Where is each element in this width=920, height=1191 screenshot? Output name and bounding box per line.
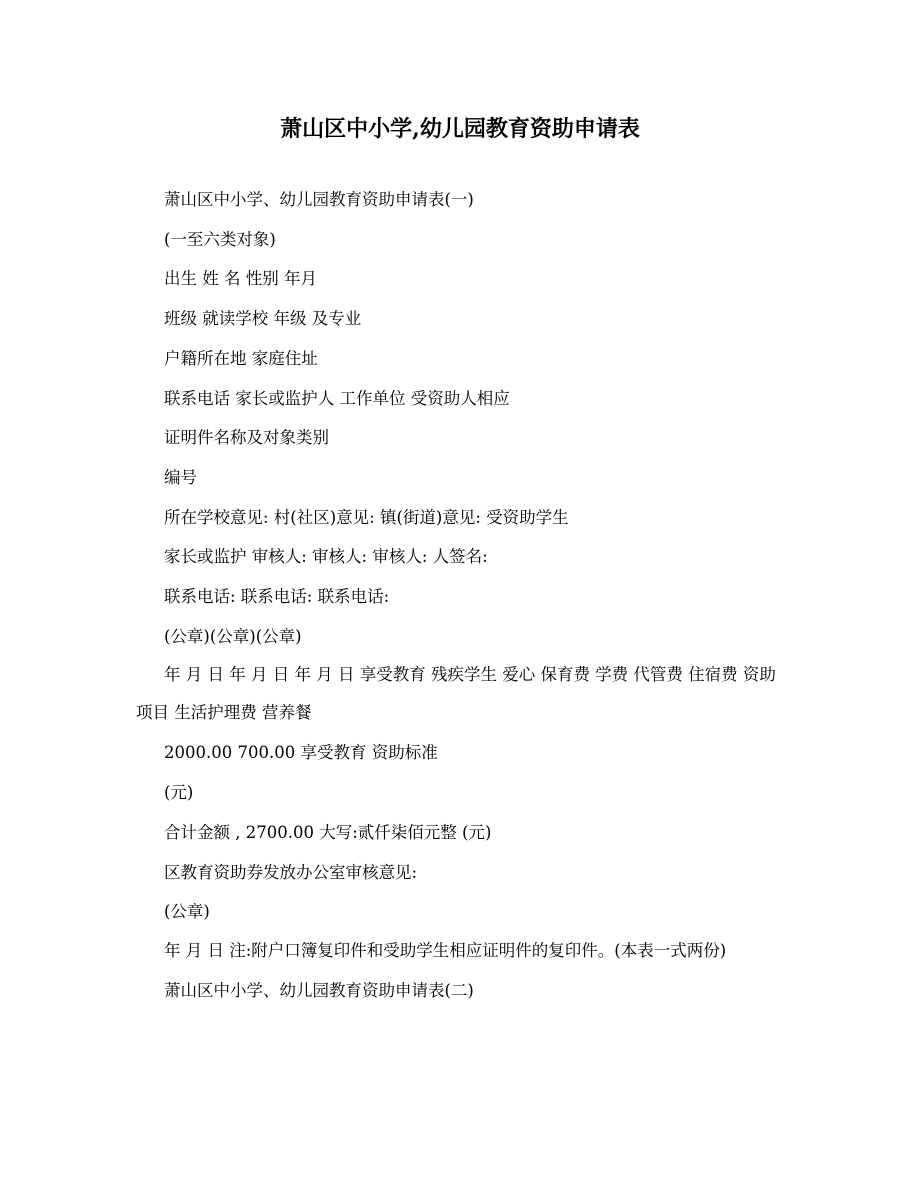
field-row-opinions: 所在学校意见: 村(社区)意见: 镇(街道)意见: 受资助学生 — [164, 507, 569, 527]
field-row-office-seal: (公章) — [164, 902, 210, 922]
field-row-unit: (元) — [164, 783, 194, 803]
field-row-aid-items: 年 月 日 年 月 日 年 月 日 享受教育 残疾学生 爱心 保育费 学费 代管费 住宿费 资助项目 生活护理费 营养餐 — [136, 665, 776, 723]
field-row-reviewers: 家长或监护 审核人: 审核人: 审核人: 人签名: — [164, 547, 488, 567]
field-row-number: 编号 — [164, 467, 197, 487]
field-row-seals: (公章)(公章)(公章) — [164, 626, 302, 646]
field-row-certificate: 证明件名称及对象类别 — [164, 428, 329, 448]
field-row-contact: 联系电话 家长或监护人 工作单位 受资助人相应 — [164, 388, 510, 408]
field-row-total: 合计金额 , 2700.00 大写:贰仟柒佰元整 (元) — [164, 822, 492, 842]
field-row-aid-amounts: 2000.00 700.00 享受教育 资助标准 — [164, 743, 438, 763]
field-row-class: 班级 就读学校 年级 及专业 — [164, 309, 362, 329]
field-row-note: 年 月 日 注:附户口簿复印件和受助学生相应证明件的复印件。(本表一式两份) — [164, 940, 727, 960]
field-row-office-review: 区教育资助券发放办公室审核意见: — [164, 862, 418, 882]
field-row-name: 出生 姓 名 性别 年月 — [164, 269, 317, 289]
form-heading-one: 萧山区中小学、幼儿园教育资助申请表(一) — [164, 190, 474, 209]
document-title: 萧山区中小学,幼儿园教育资助申请表 — [280, 116, 640, 142]
form-heading-two: 萧山区中小学、幼儿园教育资助申请表(二) — [164, 980, 474, 1000]
field-row-phones: 联系电话: 联系电话: 联系电话: — [164, 587, 390, 607]
document-body — [136, 180, 786, 1011]
target-category-note: (一至六类对象) — [164, 229, 276, 249]
field-row-address: 户籍所在地 家庭住址 — [164, 348, 318, 368]
